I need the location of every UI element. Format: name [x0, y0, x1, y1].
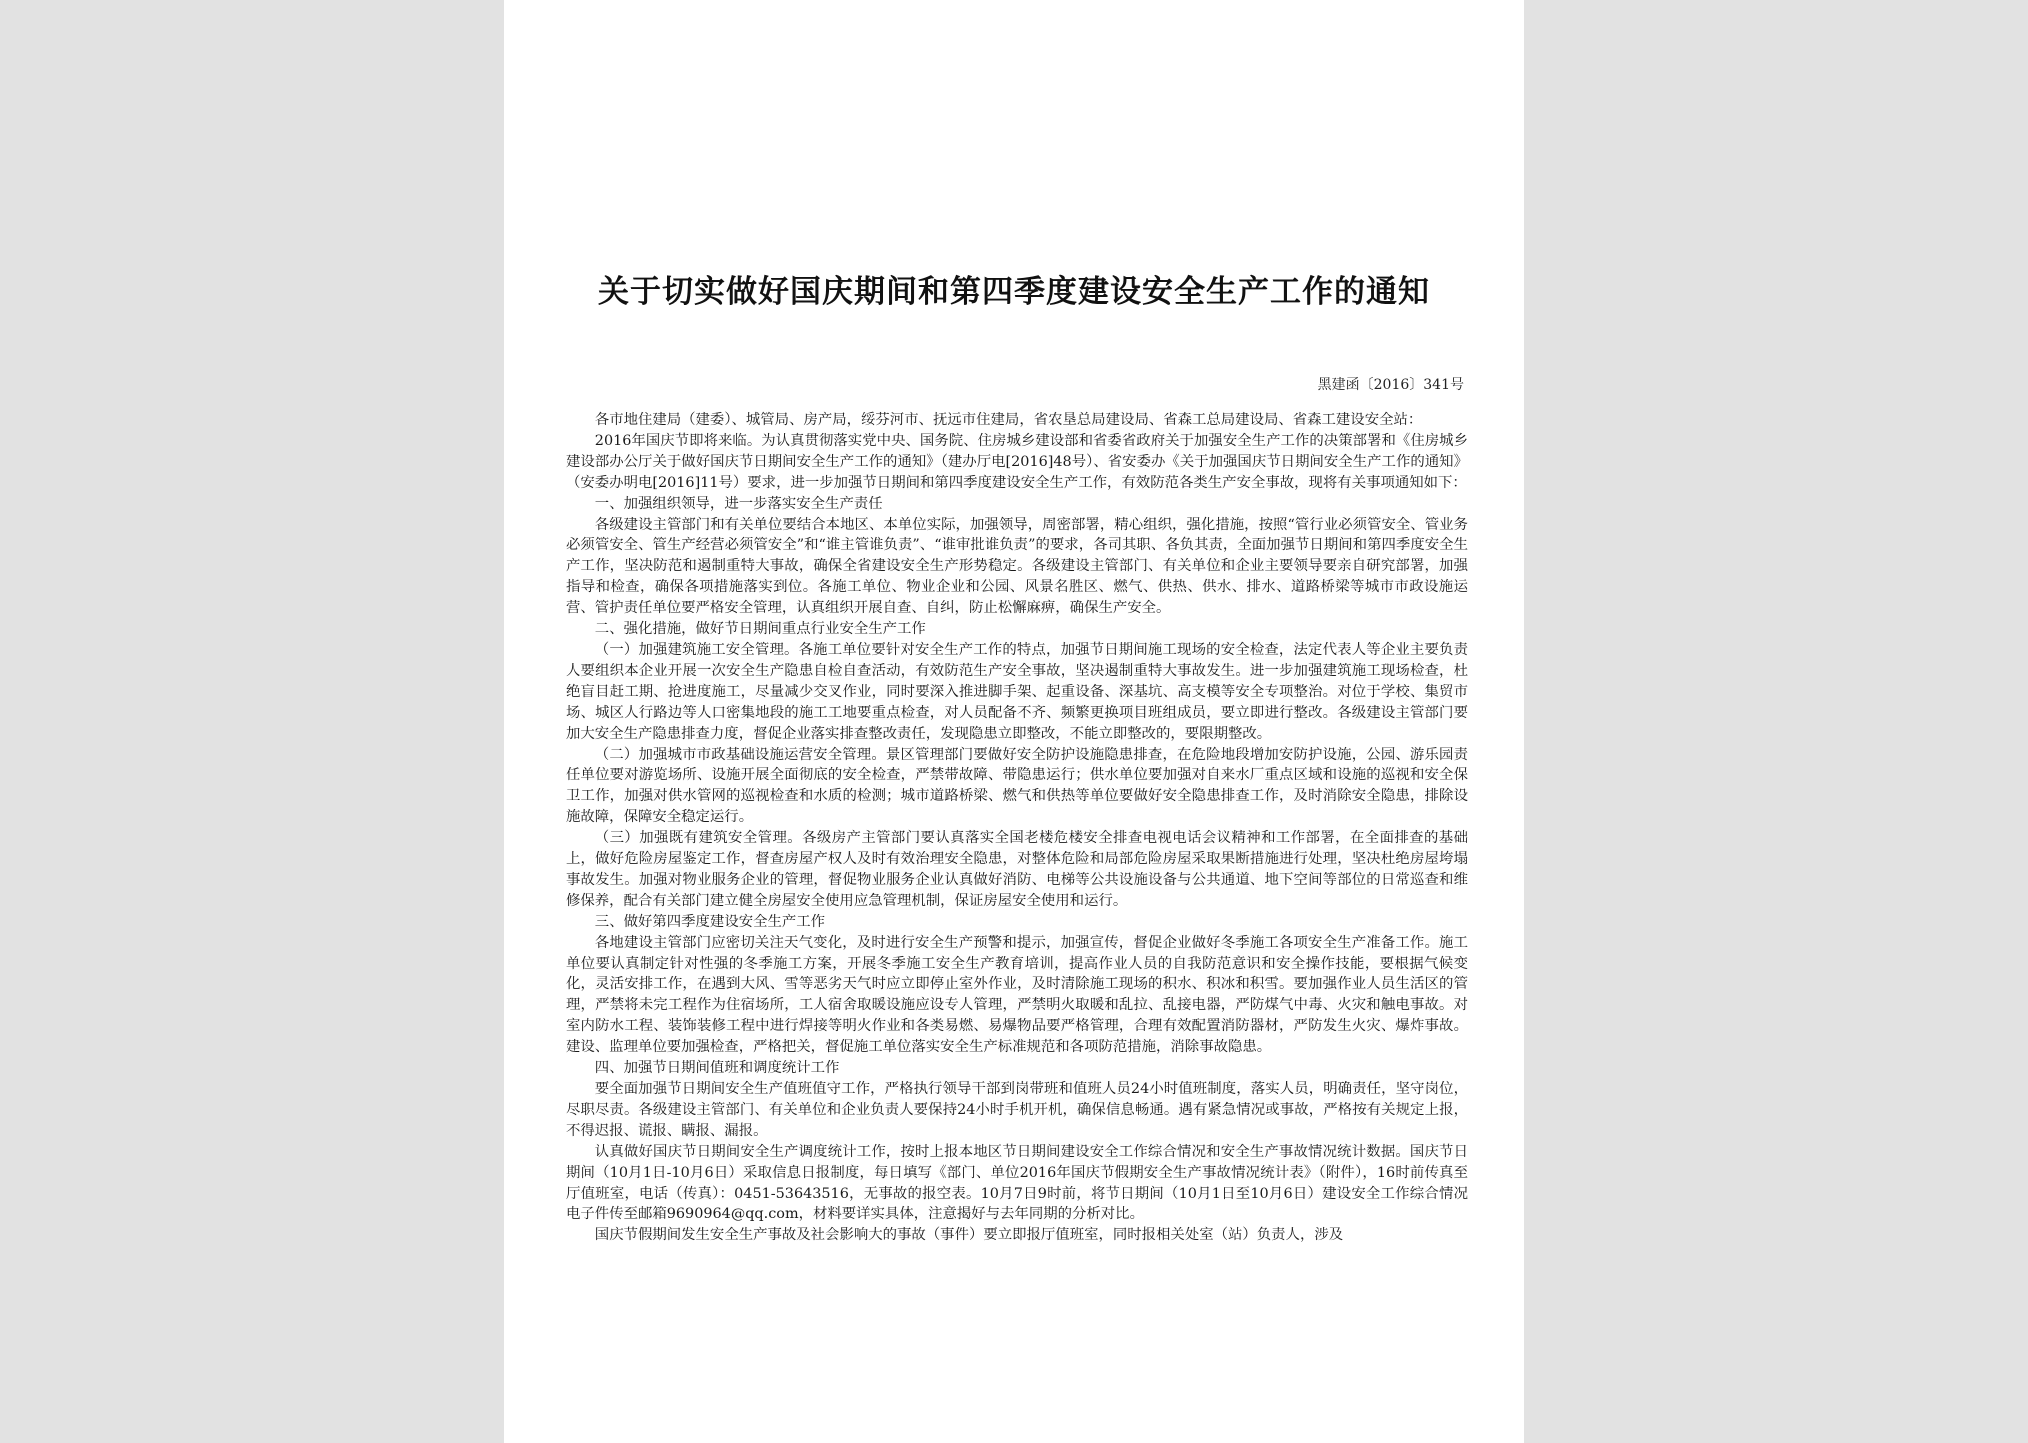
- paragraph: 各市地住建局（建委）、城管局、房产局，绥芬河市、抚远市住建局，省农垦总局建设局、省森工总局建设局、省森工建设安全站：: [594, 412, 1423, 428]
- document-title: 关于切实做好国庆期间和第四季度建设安全生产工作的通知: [598, 274, 1430, 310]
- section-heading: 一、加强组织领导，进一步落实安全生产责任: [594, 495, 883, 512]
- paragraph: 国庆节假期间发生安全生产事故及社会影响大的事故（事件）要立即报厅值班室，同时报相关处室（站）负责人，涉及: [594, 1227, 1344, 1244]
- paragraph: 要全面加强节日期间安全生产值班值守工作，严格执行领导干部到岗带班和值班人员24小时值班制度，落实人员，明确责任，坚守岗位，尽职尽责。各级建设主管部门、有关单位和企业负责人要保持24小时手机开机，确保信息畅通。遇有紧急情况或事故，严格按有关规定上报，不得迟报、谎报、瞒报、漏报。: [566, 1081, 1468, 1139]
- document-page: [504, 0, 1524, 1443]
- paragraph: 各地建设主管部门应密切关注天气变化，及时进行安全生产预警和提示，加强宣传，督促企业做好冬季施工各项安全生产准备工作。施工单位要认真制定针对性强的冬季施工方案，开展冬季施工安全生产教育培训，提高作业人员的自我防范意识和安全操作技能，要根据气候变化，灵活安排工作，在遇到大风、雪等恶劣天气时应立即停止室外作业，及时清除施工现场的积水、积冰和积雪。要加强作业人员生活区的管理，严禁将未完工程作为住宿场所，工人宿舍取暖设施应设专人管理，严禁明火取暖和乱拉、乱接电器，严防煤气中毒、火灾和触电事故。对室内防水工程、装饰装修工程中进行焊接等明火作业和各类易燃、易爆物品要严格管理，合理有效配置消防器材，严防发生火灾、爆炸事故。建设、监理单位要加强检查，严格把关，督促施工单位落实安全生产标准规范和各项防范措施，消除事故隐患。: [566, 934, 1468, 1056]
- paragraph: 认真做好国庆节日期间安全生产调度统计工作，按时上报本地区节日期间建设安全工作综合情况和安全生产事故情况统计数据。国庆节日期间（10月1日-10月6日）采取信息日报制度，每日填写《部门、单位2016年国庆节假期安全生产事故情况统计表》（附件），16时前传真至厅值班室，电话（传真）：0451-53643516，无事故的报空表。10月7日9时前，将节日期间（10月1日至10月6日）建设安全工作综合情况电子件传至邮箱9690964@qq.com，材料要详实具体，注意揭好与去年同期的分析对比。: [566, 1143, 1468, 1223]
- section-heading: 四、加强节日期间值班和调度统计工作: [594, 1060, 840, 1077]
- document-number: 黑建函〔2016〕341号: [1317, 377, 1464, 393]
- document-body: [566, 410, 1468, 1246]
- paragraph: （三）加强既有建筑安全管理。各级房产主管部门要认真落实全国老楼危楼安全排查电视电话会议精神和工作部署，在全面排查的基础上，做好危险房屋鉴定工作，督查房屋产权人及时有效治理安全隐患，对整体危险和局部危险房屋采取果断措施进行处理，坚决杜绝房屋垮塌事故发生。加强对物业服务企业的管理，督促物业服务企业认真做好消防、电梯等公共设施设备与公共通道、地下空间等部位的日常巡查和维修保养，配合有关部门建立健全房屋安全使用应急管理机制，保证房屋安全使用和运行。: [566, 830, 1468, 909]
- paragraph: （二）加强城市市政基础设施运营安全管理。景区管理部门要做好安全防护设施隐患排查，在危险地段增加安防护设施，公园、游乐园责任单位要对游览场所、设施开展全面彻底的安全检查，严禁带故障、带隐患运行；供水单位要加强对自来水厂重点区域和设施的巡视和安全保卫工作，加强对供水管网的巡视检查和水质的检测；城市道路桥梁、燃气和供热等单位要做好安全隐患排查工作，及时消除安全隐患，排除设施故障，保障安全稳定运行。: [566, 746, 1468, 826]
- section-heading: 二、强化措施，做好节日期间重点行业安全生产工作: [594, 621, 926, 638]
- paragraph: 2016年国庆节即将来临。为认真贯彻落实党中央、国务院、住房城乡建设部和省委省政府关于加强安全生产工作的决策部署和《住房城乡建设部办公厅关于做好国庆节日期间安全生产工作的通知》（建办厅电[2016]48号）、省安委办《关于加强国庆节日期间安全生产工作的通知》（安委办明电[2016]11号）要求，进一步加强节日期间和第四季度建设安全生产工作，有效防范各类生产安全事故，现将有关事项通知如下：: [566, 432, 1468, 491]
- paragraph: 各级建设主管部门和有关单位要结合本地区、本单位实际，加强领导，周密部署，精心组织，强化措施，按照“管行业必须管安全、管业务必须管安全、管生产经营必须管安全”和“谁主管谁负责”、“谁审批谁负责”的要求，各司其职、各负其责，全面加强节日期间和第四季度安全生产工作，坚决防范和遏制重特大事故，确保全省建设安全生产形势稳定。各级建设主管部门、有关单位和企业主要领导要亲自研究部署，加强指导和检查，确保各项措施落实到位。各施工单位、物业企业和公园、风景名胜区、燃气、供热、供水、排水、道路桥梁等城市市政设施运营、管护责任单位要严格安全管理，认真组织开展自查、自纠，防止松懈麻痹，确保生产安全。: [566, 516, 1468, 617]
- section-heading: 三、做好第四季度建设安全生产工作: [594, 913, 826, 930]
- paragraph: （一）加强建筑施工安全管理。各施工单位要针对安全生产工作的特点，加强节日期间施工现场的安全检查，法定代表人等企业主要负责人要组织本企业开展一次安全生产隐患自检自查活动，有效防范生产安全事故，坚决遏制重特大事故发生。进一步加强建筑施工现场检查，杜绝盲目赶工期、抢进度施工，尽量减少交叉作业，同时要深入推进脚手架、起重设备、深基坑、高支模等安全专项整治。对位于学校、集贸市场、城区人行路边等人口密集地段的施工工地要重点检查，对人员配备不齐、频繁更换项目班组成员，要立即进行整改。各级建设主管部门要加大安全生产隐患排查力度，督促企业落实排查整改责任，发现隐患立即整改，不能立即整改的，要限期整改。: [566, 641, 1468, 742]
